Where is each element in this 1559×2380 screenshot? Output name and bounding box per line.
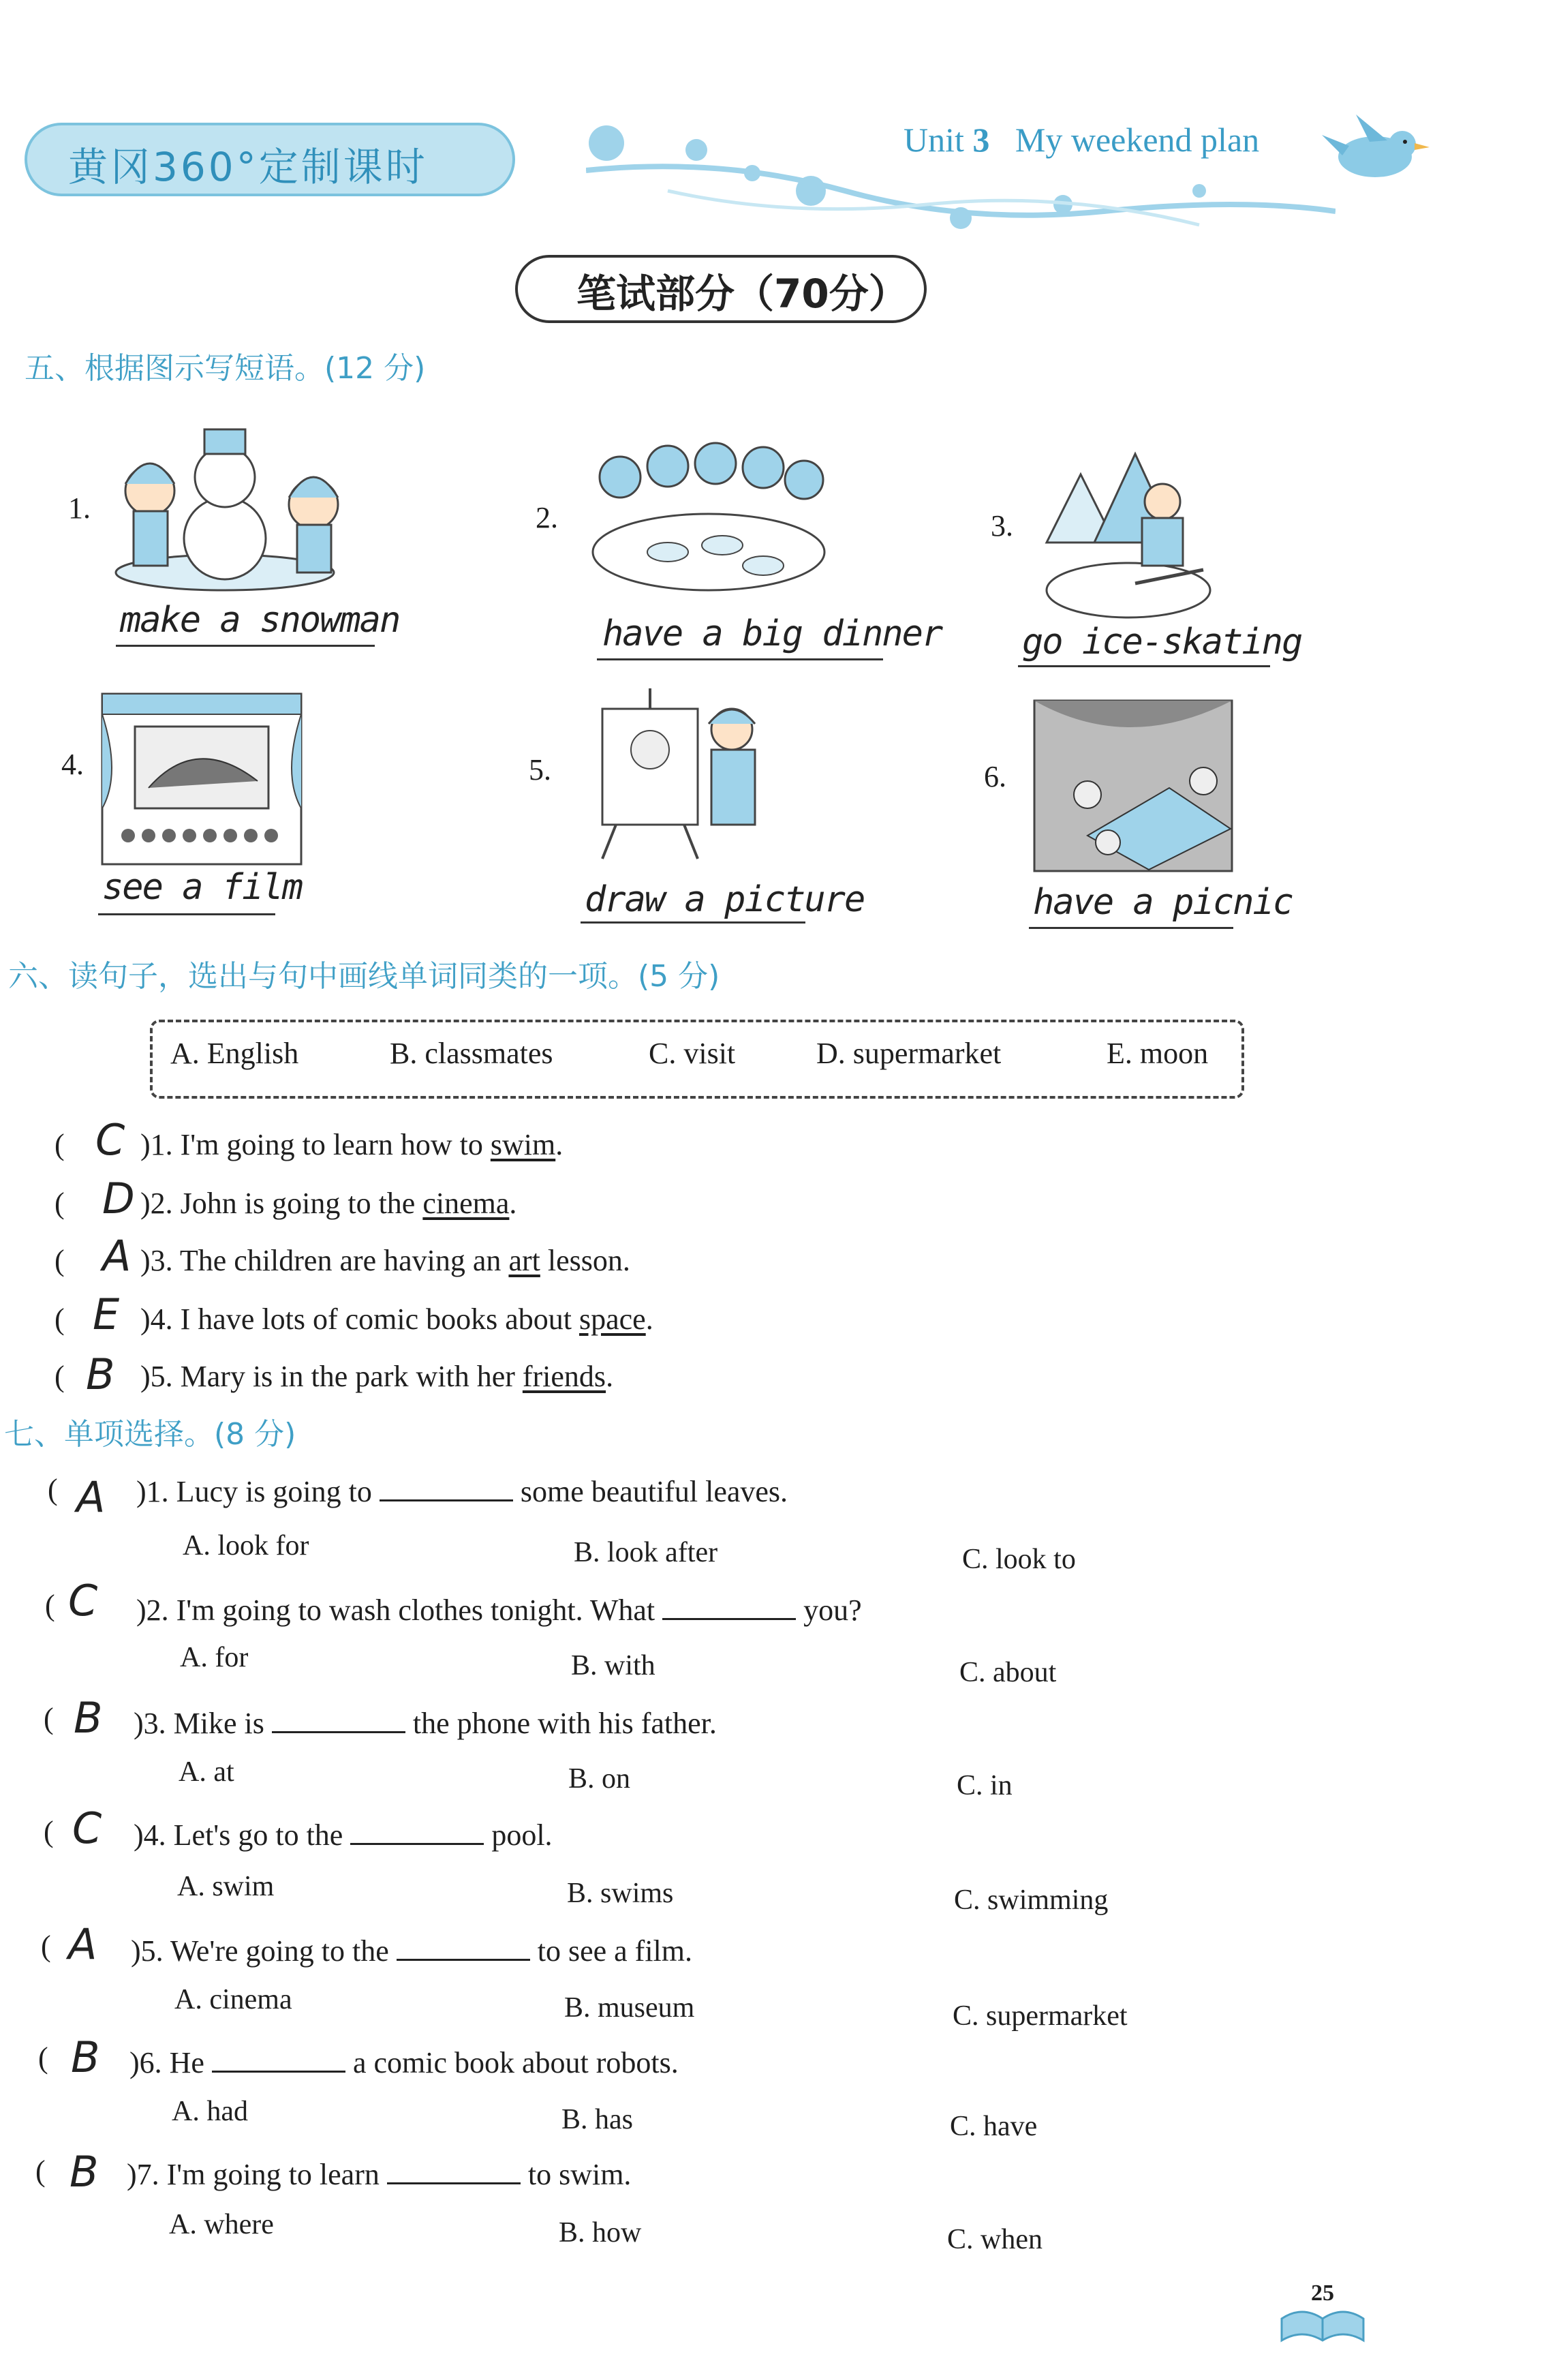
s7-q3-choice-b: B. on [568, 1763, 631, 1795]
item5-answer-line [581, 921, 805, 924]
s7-q5-answer: A [68, 1919, 97, 1969]
s7-q7-choice-c: C. when [947, 2224, 1043, 2255]
item2-answer: have a big dinner [602, 613, 942, 654]
written-section-heading: 笔试部分（70分） [576, 271, 908, 317]
s7-q7-choice-a: A. where [169, 2209, 274, 2240]
table-row: ( [44, 1702, 54, 1735]
ice-skating-illustration [1040, 447, 1217, 624]
s7-q5-choice-a: A. cinema [174, 1984, 292, 2015]
s7-q3-answer: B [74, 1693, 103, 1743]
s7-q1-text: )1. Lucy is going to some beautiful leaves. [136, 1472, 788, 1509]
table-row: ( [38, 2041, 48, 2075]
s7-q7-answer: B [70, 2147, 99, 2197]
item3-answer: go ice-skating [1022, 622, 1302, 662]
option-c: C. visit [649, 1037, 736, 1070]
table-row: ( [55, 1360, 65, 1393]
snowman-illustration [109, 409, 368, 593]
s7-q6-choice-b: B. has [561, 2104, 633, 2135]
item1-number: 1. [68, 491, 91, 525]
cinema-film-illustration [101, 692, 303, 866]
item2-number: 2. [536, 501, 558, 534]
table-row: ( [55, 1187, 65, 1220]
item1-answer: make a snowman [120, 600, 400, 641]
s6-q5-answer: B [86, 1349, 115, 1399]
s7-q5-text: )5. We're going to the to see a film. [131, 1932, 692, 1968]
s7-q6-text: )6. He a comic book about robots. [129, 2043, 679, 2080]
brand-title: 黄冈360°定制课时 [68, 144, 428, 190]
s6-q1-text: )1. I'm going to learn how to swim. [140, 1128, 564, 1161]
s7-q2-choice-b: B. with [571, 1650, 655, 1681]
option-d: D. supermarket [816, 1037, 1002, 1070]
s7-q7-text: )7. I'm going to learn to swim. [127, 2155, 631, 2192]
section6-title: 六、读句子，选出与句中画线单词同类的一项。(5 分) [8, 959, 720, 994]
s6-q3-text: )3. The children are having an art lesson. [140, 1244, 630, 1277]
s7-q2-choice-c: C. about [959, 1657, 1057, 1688]
table-row: ( [35, 2154, 46, 2188]
s7-q4-choice-a: A. swim [177, 1871, 275, 1902]
item6-answer-line [1029, 927, 1233, 929]
s6-q3-answer: A [102, 1231, 132, 1281]
s7-q5-choice-c: C. supermarket [953, 2000, 1128, 2032]
s6-q1-answer: C [95, 1115, 125, 1165]
s7-q4-choice-b: B. swims [567, 1878, 674, 1909]
item3-number: 3. [991, 509, 1013, 543]
option-a: A. English [170, 1037, 299, 1070]
table-row: ( [41, 1929, 51, 1963]
s7-q1-choice-c: C. look to [962, 1544, 1076, 1575]
s7-q1-choice-a: A. look for [183, 1530, 309, 1561]
s7-q2-text: )2. I'm going to wash clothes tonight. What you? [136, 1591, 862, 1628]
s7-q6-answer: B [71, 2032, 100, 2082]
s7-q6-choice-c: C. have [950, 2111, 1038, 2142]
s7-q3-choice-c: C. in [957, 1770, 1013, 1801]
s6-q2-answer: D [102, 1174, 135, 1223]
s6-q4-answer: E [93, 1290, 120, 1339]
s7-q3-choice-a: A. at [179, 1756, 234, 1788]
s7-q2-answer: C [68, 1576, 98, 1626]
s7-q4-choice-c: C. swimming [954, 1885, 1109, 1916]
item6-number: 6. [984, 760, 1006, 793]
s7-q2-choice-a: A. for [180, 1642, 249, 1673]
section5-title: 五、根据图示写短语。(12 分) [25, 351, 426, 386]
page-number: 25 [1311, 2280, 1334, 2306]
table-row: ( [55, 1128, 65, 1161]
table-row: ( [44, 1815, 54, 1848]
s7-q4-answer: C [72, 1803, 102, 1853]
item5-number: 5. [529, 753, 551, 787]
s6-q5-text: )5. Mary is in the park with her friends. [140, 1360, 614, 1393]
s6-q4-text: )4. I have lots of comic books about space. [140, 1302, 653, 1336]
item4-answer: see a film [102, 867, 303, 908]
item5-answer: draw a picture [585, 879, 865, 920]
s7-q1-choice-b: B. look after [574, 1537, 718, 1568]
section7-title: 七、单项选择。(8 分) [4, 1417, 296, 1452]
s7-q4-text: )4. Let's go to the pool. [134, 1816, 553, 1852]
option-e: E. moon [1107, 1037, 1209, 1070]
table-row: ( [55, 1244, 65, 1277]
item3-answer-line [1018, 665, 1270, 667]
s7-q7-choice-b: B. how [559, 2217, 642, 2248]
table-row: ( [48, 1473, 58, 1506]
picnic-illustration [1033, 699, 1233, 872]
item4-answer-line [98, 913, 275, 915]
item1-answer-line [116, 645, 375, 647]
table-row: ( [45, 1589, 55, 1622]
item6-answer: have a picnic [1033, 882, 1293, 923]
unit-heading: Unit 3 My weekend plan [904, 121, 1260, 159]
drawing-picture-illustration [589, 682, 780, 866]
bird-icon [1322, 115, 1431, 189]
table-row: ( [55, 1302, 65, 1336]
s7-q1-answer: A [76, 1472, 106, 1522]
option-b: B. classmates [390, 1037, 553, 1070]
big-dinner-illustration [586, 436, 831, 600]
s7-q3-text: )3. Mike is the phone with his father. [134, 1704, 717, 1741]
s7-q6-choice-a: A. had [172, 2096, 248, 2127]
item4-number: 4. [61, 748, 84, 781]
s6-q2-text: )2. John is going to the cinema. [140, 1187, 517, 1220]
item2-answer-line [597, 658, 883, 660]
s7-q5-choice-b: B. museum [564, 1992, 695, 2024]
